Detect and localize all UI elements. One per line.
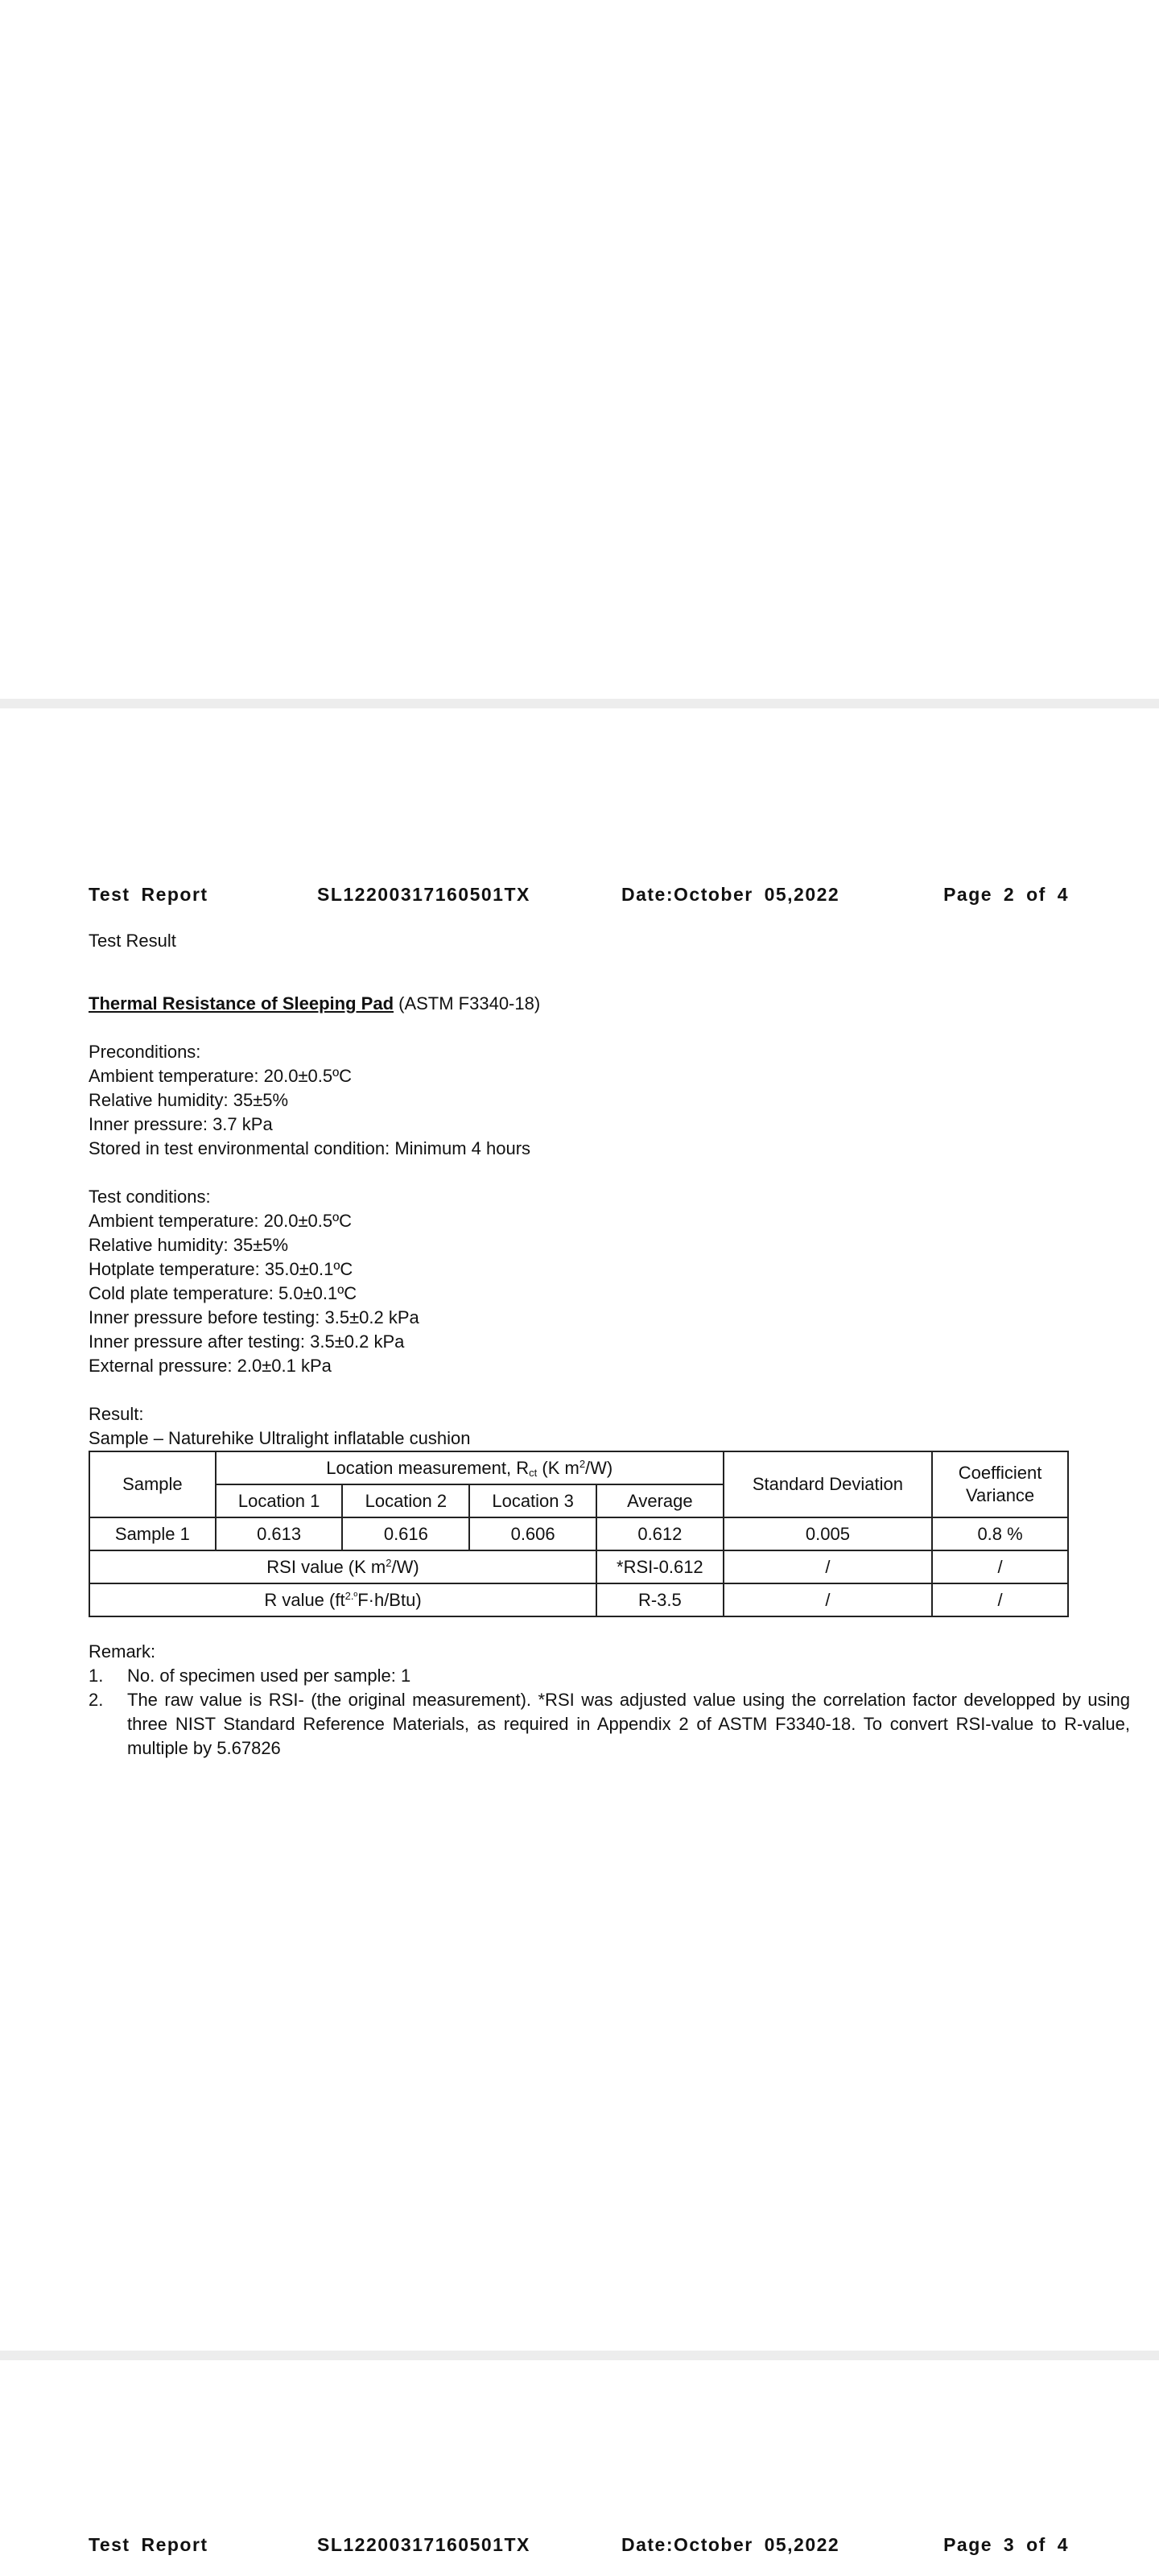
result-label: Result: [89,1404,144,1424]
precondition-line: Stored in test environmental condition: Minimum 4 hours [89,1138,531,1158]
table-header-row [89,1451,1068,1484]
cell-location-3: 0.606 [469,1517,596,1550]
test-conditions-block [89,1185,1070,1378]
header-date: Date:October 05,2022 [621,884,840,905]
remark-item [89,1664,1070,1688]
test-condition-line: Inner pressure after testing: 3.5±0.2 kPa [89,1331,405,1352]
header-title: Test Report [89,2534,208,2555]
remark-text: The raw value is RSI- (the original measurement). *RSI was adjusted value using the correlation factor developped by using three NIST Standard Reference Materials, as required in Appendix 2 of ASTM F3340-18. To convert RSI-value to R-value, multiple by 5.67826 [127,1690,1130,1758]
header-title: Test Report [89,884,208,905]
remarks-block [89,1640,1130,1761]
cell-rsi-std: / [724,1550,932,1583]
test-condition-line: Relative humidity: 35±5% [89,1235,289,1255]
header-report-number: SL12200317160501TX [317,884,530,905]
cell-location-2: 0.616 [342,1517,469,1550]
cell-rsi-cv: / [932,1550,1068,1583]
page-header [89,884,1069,910]
header-location-3: Location 3 [469,1484,596,1517]
result-block [89,1402,1070,1451]
remark-number: 1. [89,1666,104,1686]
page-heading: Test Result [89,931,176,951]
previous-page-blank [0,0,1159,699]
report-page-3 [0,2360,1159,2576]
header-location-measurement: Location measurement, $R_{ct}$ (K $m^2/W$) [216,1451,724,1484]
cell-location-1: 0.613 [216,1517,343,1550]
report-body [89,929,1130,1761]
cell-r-cv: / [932,1583,1068,1616]
table-row-rsi [89,1550,1068,1583]
page-header [89,2534,1069,2560]
page-separator [0,2351,1159,2360]
cell-sample: Sample 1 [89,1517,216,1550]
header-page-number: Page 2 of 4 [943,884,1069,905]
test-conditions-label: Test conditions: [89,1187,211,1207]
preconditions-block [89,1040,1070,1161]
table-row [89,1517,1068,1550]
test-condition-line: Cold plate temperature: 5.0±0.1ºC [89,1283,357,1303]
remark-number: 2. [89,1690,104,1710]
report-page-2 [0,708,1159,2351]
cell-average: 0.612 [596,1517,724,1550]
cell-r-std: / [724,1583,932,1616]
section-title-name: Thermal Resistance of Sleeping Pad [89,993,394,1013]
header-location-1: Location 1 [216,1484,343,1517]
remarks-label: Remark: [89,1641,156,1662]
test-condition-line: External pressure: 2.0±0.1 kPa [89,1356,332,1376]
results-table [89,1451,1069,1617]
precondition-line: Ambient temperature: 20.0±0.5ºC [89,1066,353,1086]
preconditions-label: Preconditions: [89,1042,201,1062]
cell-rsi-label: RSI value (K $m^2/W$) [89,1550,596,1583]
section-title [89,992,1070,1016]
precondition-line: Inner pressure: 3.7 kPa [89,1114,273,1134]
result-sample-line: Sample – Naturehike Ultralight inflatable cushion [89,1428,471,1448]
test-condition-line: Hotplate temperature: 35.0±0.1ºC [89,1259,353,1279]
cell-r-label: R value $(ft^{2.º}F\cdot h/Btu)$ [89,1583,596,1616]
remark-text: No. of specimen used per sample: 1 [127,1666,411,1686]
header-standard-deviation: Standard Deviation [724,1451,932,1517]
header-location-2: Location 2 [342,1484,469,1517]
cell-std: 0.005 [724,1517,932,1550]
page-separator [0,699,1159,708]
test-condition-line: Inner pressure before testing: 3.5±0.2 kPa [89,1307,419,1327]
remark-item [89,1688,1130,1761]
header-page-number: Page 3 of 4 [943,2534,1069,2555]
table-row-r [89,1583,1068,1616]
header-date: Date:October 05,2022 [621,2534,840,2555]
test-condition-line: Ambient temperature: 20.0±0.5ºC [89,1211,353,1231]
cell-r-value: R-3.5 [596,1583,724,1616]
header-report-number: SL12200317160501TX [317,2534,530,2555]
cell-cv: 0.8 % [932,1517,1068,1550]
header-average: Average [596,1484,724,1517]
header-coefficient-variance: Coefficient Variance [932,1451,1068,1517]
cell-rsi-value: *RSI-0.612 [596,1550,724,1583]
precondition-line: Relative humidity: 35±5% [89,1090,289,1110]
section-standard: (ASTM F3340-18) [394,993,541,1013]
header-sample: Sample [89,1451,216,1517]
